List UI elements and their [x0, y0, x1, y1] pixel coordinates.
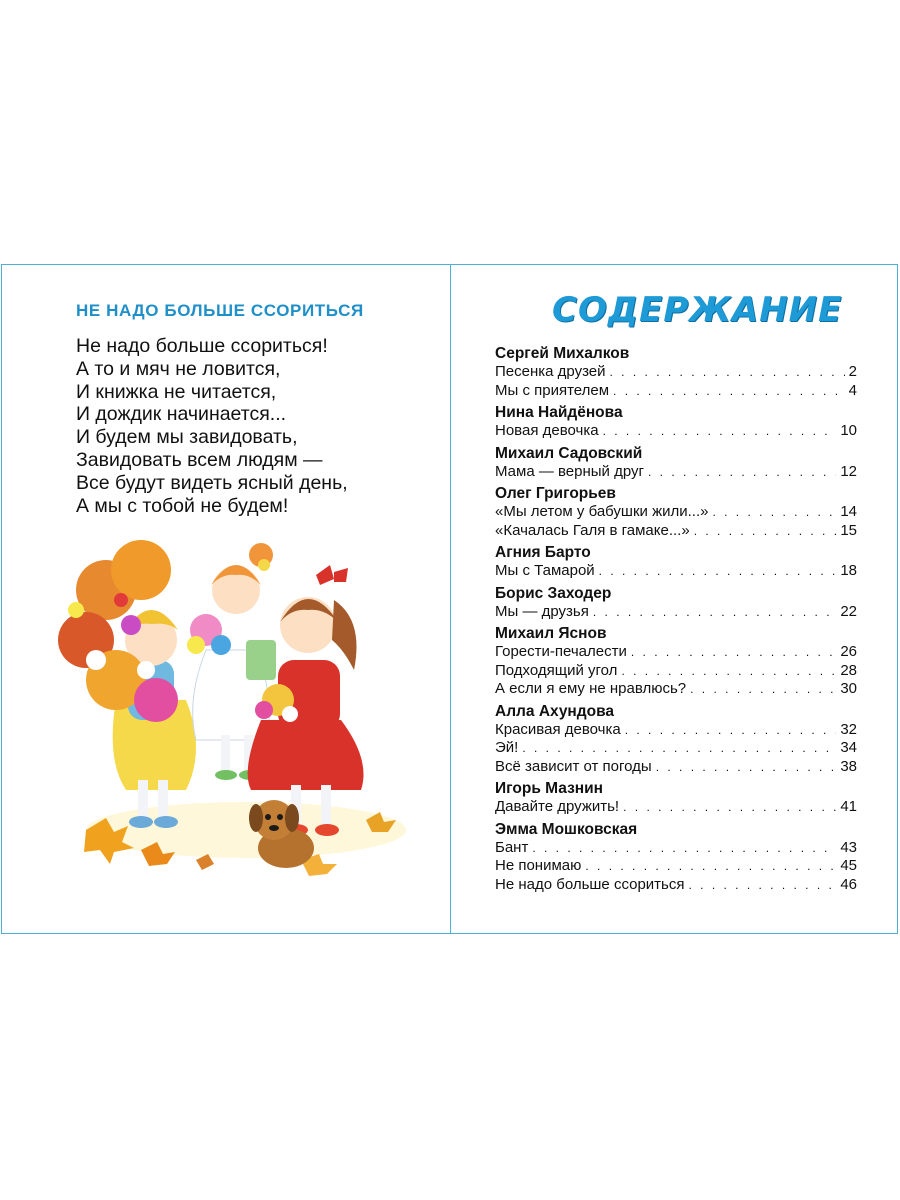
toc-author: Алла Ахундова	[495, 702, 615, 720]
toc-leader-dots	[631, 643, 836, 662]
toc-entry	[495, 643, 857, 662]
toc-leader-dots	[522, 739, 836, 758]
toc-page-number: 18	[840, 562, 857, 579]
toc-author: Игорь Мазнин	[495, 780, 604, 797]
toc-page-number: 28	[840, 661, 857, 679]
toc-author: Олег Григорьев	[495, 485, 616, 502]
poem-line: Все будут видеть ясный день,	[76, 471, 348, 494]
toc-leader-dots	[613, 382, 845, 401]
poem-line: И дождик начинается...	[76, 403, 287, 426]
toc-leader-dots	[694, 522, 837, 541]
toc-page-number: 41	[840, 798, 857, 815]
toc-page-number: 12	[840, 462, 857, 480]
poem-line: И книжка не читается,	[76, 380, 277, 403]
toc-entry	[495, 857, 857, 876]
toc-entry	[495, 680, 857, 699]
toc-entry-title: Не надо больше ссориться	[495, 875, 685, 893]
contents-title: СОДЕРЖАНИЕ	[552, 290, 843, 330]
toc-page-number: 43	[840, 838, 857, 856]
girls-illustration	[46, 530, 416, 900]
toc-entry-title: Мы — друзья	[495, 602, 589, 620]
toc-entry	[495, 662, 857, 681]
table-of-contents	[495, 344, 857, 897]
toc-author: Эмма Мошковская	[495, 820, 638, 838]
toc-entry-title: Горести-печалести	[495, 643, 627, 660]
toc-page-number: 46	[840, 875, 857, 893]
toc-entry	[495, 522, 857, 541]
toc-entry-title: Мама — верный друг	[495, 462, 644, 480]
toc-entry-title: Подходящий угол	[495, 661, 618, 679]
toc-page-number: 15	[840, 521, 857, 539]
toc-leader-dots	[603, 422, 837, 441]
toc-author-group	[495, 779, 857, 817]
toc-leader-dots	[599, 562, 837, 581]
toc-entry-title: «Качалась Галя в гамаке...»	[495, 521, 690, 539]
toc-entry	[495, 798, 857, 817]
toc-entry-title: Новая девочка	[495, 422, 599, 439]
toc-entry-title: Мы с Тамарой	[495, 562, 595, 579]
toc-author-group	[495, 444, 857, 482]
toc-author-group	[495, 344, 857, 400]
toc-entry	[495, 382, 857, 401]
toc-entry-title: Не понимаю	[495, 857, 582, 874]
toc-entry-title: Мы с приятелем	[495, 381, 610, 399]
toc-author: Михаил Садовский	[495, 444, 643, 462]
toc-author: Агния Барто	[495, 544, 591, 561]
toc-leader-dots	[712, 503, 836, 522]
toc-entry	[495, 839, 857, 858]
toc-leader-dots	[610, 363, 845, 382]
toc-entry-title: Песенка друзей	[495, 363, 606, 380]
toc-entry	[495, 562, 857, 581]
toc-author-group	[495, 820, 857, 895]
toc-entry	[495, 758, 857, 777]
toc-page-number: 30	[840, 680, 857, 697]
toc-entry	[495, 739, 857, 758]
toc-author-group	[495, 702, 857, 777]
toc-leader-dots	[656, 758, 837, 777]
toc-entry	[495, 876, 857, 895]
toc-entry-title: Давайте дружить!	[495, 798, 620, 815]
toc-author: Михаил Яснов	[495, 625, 607, 642]
toc-author: Сергей Михалков	[495, 345, 630, 362]
toc-leader-dots	[593, 603, 836, 622]
toc-leader-dots	[532, 839, 836, 858]
toc-entry	[495, 363, 857, 382]
toc-page-number: 10	[840, 422, 857, 439]
toc-page-number: 4	[848, 381, 857, 399]
toc-author-group	[495, 584, 857, 622]
poem-line: И будем мы завидовать,	[76, 426, 298, 449]
poem-line: А мы с тобой не будем!	[76, 494, 289, 517]
toc-page-number: 22	[840, 602, 857, 620]
toc-page-number: 34	[840, 739, 857, 756]
toc-entry	[495, 463, 857, 482]
toc-entry-title: «Мы летом у бабушки жили...»	[495, 503, 709, 520]
toc-leader-dots	[690, 680, 836, 699]
toc-leader-dots	[585, 857, 836, 876]
toc-author-group	[495, 624, 857, 699]
poem-line: Завидовать всем людям —	[76, 448, 323, 471]
poem-title: НЕ НАДО БОЛЬШЕ ССОРИТЬСЯ	[76, 301, 364, 320]
poem-line: Не надо больше ссориться!	[76, 335, 328, 357]
toc-page-number: 26	[840, 643, 857, 660]
toc-leader-dots	[689, 876, 837, 895]
bouquet-middle	[187, 614, 231, 655]
toc-leader-dots	[621, 662, 836, 681]
toc-entry-title: Бант	[495, 838, 529, 856]
toc-leader-dots	[648, 463, 836, 482]
toc-entry	[495, 503, 857, 522]
poem-text	[76, 335, 348, 517]
toc-author-group	[495, 543, 857, 581]
toc-page-number: 45	[840, 857, 857, 874]
toc-entry-title: Эй!	[495, 739, 519, 756]
toc-entry-title: Всё зависит от погоды	[495, 757, 652, 775]
toc-author: Борис Заходер	[495, 584, 612, 602]
page-divider	[450, 264, 451, 934]
toc-page-number: 32	[840, 720, 857, 738]
poem-line: А то и мяч не ловится,	[76, 357, 281, 380]
toc-author-group	[495, 403, 857, 441]
toc-page-number: 2	[848, 363, 857, 380]
toc-entry	[495, 422, 857, 441]
toc-page-number: 38	[840, 757, 857, 775]
fallen-leaves	[84, 802, 406, 876]
toc-leader-dots	[623, 798, 836, 817]
toc-page-number: 14	[840, 503, 857, 520]
toc-entry-title: Красивая девочка	[495, 720, 621, 738]
toc-author-group	[495, 484, 857, 540]
toc-author: Нина Найдёнова	[495, 404, 623, 421]
toc-entry	[495, 603, 857, 622]
toc-entry-title: А если я ему не нравлюсь?	[495, 680, 687, 697]
toc-entry	[495, 721, 857, 740]
toc-leader-dots	[625, 721, 837, 740]
